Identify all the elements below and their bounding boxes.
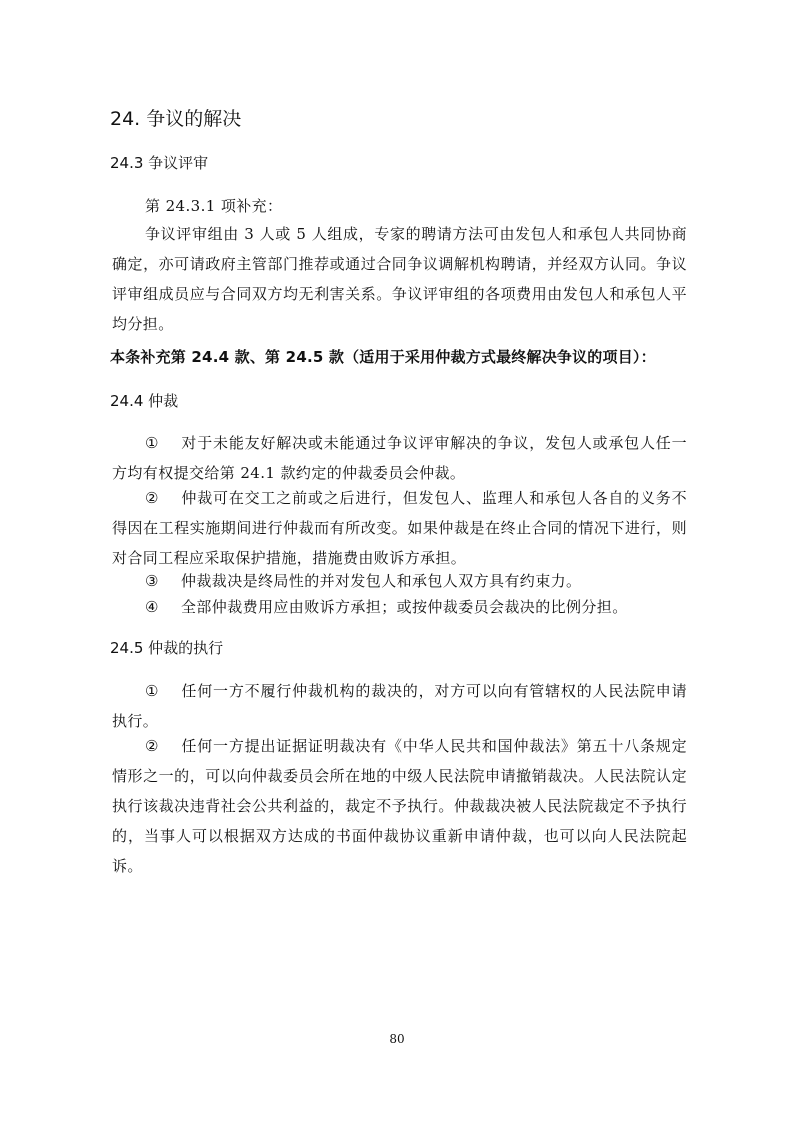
clause-note-24-3-1: 第 24.3.1 项补充：: [145, 197, 283, 215]
item-marker: ①: [145, 682, 159, 700]
item-marker: ②: [145, 737, 159, 755]
item-text: 全部仲裁费用应由败诉方承担；或按仲裁委员会裁决的比例分担。: [181, 598, 628, 616]
item-text: 任何一方提出证据证明裁决有《中华人民共和国仲裁法》第五十八条规定情形之一的，可以向仲裁委员会所在地的中级人民法院申请撤销裁决。人民法院认定执行该裁决违背社会公共利益的，裁定不予执行。仲裁裁决被人民法院裁定不予执行的，当事人可以根据双方达成的书面仲裁协议重新申请仲裁，也可以向人民法院起诉。: [112, 737, 687, 875]
item-marker: ②: [145, 489, 159, 507]
arbitration-item-1: [112, 428, 687, 488]
page-number: 80: [389, 1032, 405, 1046]
subsection-heading-24-4: 24.4 仲裁: [110, 392, 179, 410]
item-text: 仲裁裁决是终局性的并对发包人和承包人双方具有约束力。: [181, 572, 582, 590]
subsection-heading-24-3: 24.3 争议评审: [110, 154, 209, 172]
item-text: 仲裁可在交工之前或之后进行，但发包人、监理人和承包人各自的义务不得因在工程实施期间进行仲裁而有所改变。如果仲裁是在终止合同的情况下进行，则对合同工程应采取保护措施，措施费由败诉方承担。: [112, 489, 687, 567]
item-marker: ③: [145, 572, 159, 590]
arbitration-item-4: [112, 592, 687, 622]
enforcement-item-1: [112, 676, 687, 736]
supplement-heading: 本条补充第 24.4 款、第 24.5 款（适用于采用仲裁方式最终解决争议的项目）：: [110, 348, 656, 366]
subsection-heading-24-5: 24.5 仲裁的执行: [110, 639, 224, 657]
paragraph-dispute-review: 争议评审组由 3 人或 5 人组成，专家的聘请方法可由发包人和承包人共同协商确定，亦可请政府主管部门推荐或通过合同争议调解机构聘请，并经双方认同。争议评审组成员应与合同双方均无利害关系。争议评审组的各项费用由发包人和承包人平均分担。: [112, 225, 687, 333]
enforcement-item-2: [112, 731, 687, 881]
item-marker: ④: [145, 598, 159, 616]
item-text: 对于未能友好解决或未能通过争议评审解决的争议，发包人或承包人任一方均有权提交给第 24.1 款约定的仲裁委员会仲裁。: [112, 434, 687, 482]
arbitration-item-2: [112, 483, 687, 573]
section-heading-24: 24. 争议的解决: [110, 108, 242, 130]
item-text: 任何一方不履行仲裁机构的裁决的，对方可以向有管辖权的人民法院申请执行。: [112, 682, 687, 730]
item-marker: ①: [145, 434, 159, 452]
